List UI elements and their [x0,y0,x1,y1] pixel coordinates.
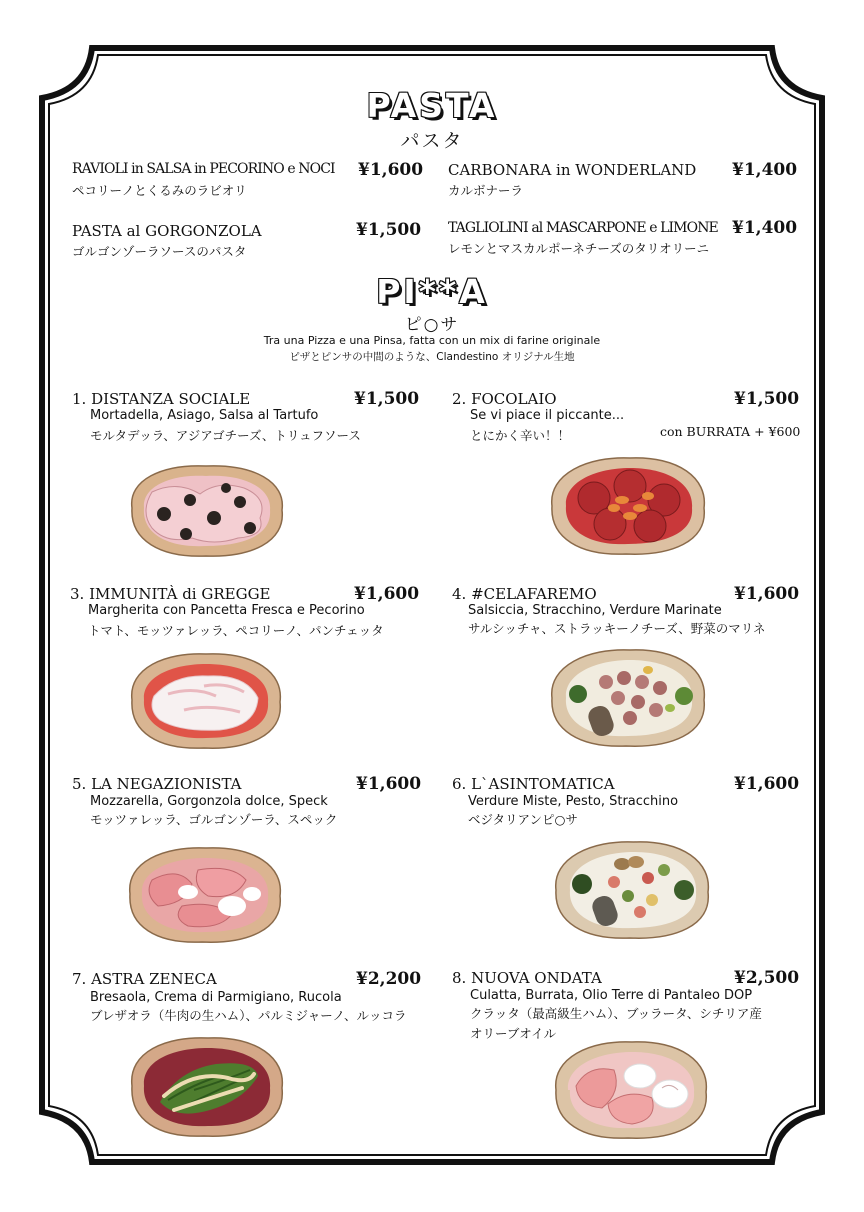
pizza-item-jp: クラッタ（最高級生ハム）、ブッラータ、シチリア産 [470,1006,762,1021]
pizza-item-jp: ベジタリアンピ○サ [468,812,578,827]
pasta-item-name: TAGLIOLINI al MASCARPONE e LIMONE [448,220,718,236]
pizza-item-jp-line2: オリーブオイル [470,1026,557,1041]
pasta-item-price: ¥1,400 [732,218,798,238]
pasta-item-jp: ゴルゴンゾーラソースのパスタ [72,244,247,259]
pizza-item-desc: Se vi piace il piccante... [470,408,625,423]
pasta-item-jp: レモンとマスカルポーネチーズのタリオリーニ [448,241,710,256]
pizza-item-price: ¥1,500 [734,389,800,409]
pizza-item-price: ¥1,600 [356,774,422,794]
pizza-bresaola-rucola-illustration [124,1030,290,1142]
pizza-culatta-burrata-illustration [548,1034,714,1144]
pizza-margherita-pancetta-illustration [124,646,288,754]
pizza-item-name: 7. ASTRA ZENECA [72,970,217,988]
pasta-item-jp: ペコリーノとくるみのラビオリ [72,183,247,198]
pizza-item-jp: ブレザオラ（牛肉の生ハム）、パルミジャーノ、ルッコラ [90,1008,407,1023]
pizza-item-desc: Mortadella, Asiago, Salsa al Tartufo [90,408,319,423]
pasta-item-price: ¥1,500 [356,220,422,240]
pizza-salsiccia-illustration [544,642,712,752]
pasta-subtitle: パスタ [400,130,464,152]
pasta-item-name: RAVIOLI in SALSA in PECORINO e NOCI [72,161,335,177]
pasta-item-name: CARBONARA in WONDERLAND [448,161,697,179]
pizza-item-desc: Margherita con Pancetta Fresca e Pecorino [88,603,365,618]
pasta-item-jp: カルボナーラ [448,183,524,198]
pizza-item-name: 8. NUOVA ONDATA [452,969,602,987]
pizza-item-name: 4. #CELAFAREMO [452,585,597,603]
pizza-item-jp: とにかく辛い！！ [470,428,571,443]
pizza-speck-illustration [122,840,288,948]
pizza-item-desc: Mozzarella, Gorgonzola dolce, Speck [90,794,328,809]
pizza-item-desc: Salsiccia, Stracchino, Verdure Marinate [468,603,722,618]
pasta-item-price: ¥1,600 [358,160,424,180]
pizza-intro-jp: ピザとピンサの中間のような、Clandestino オリジナル生地 [289,351,575,363]
pizza-item-price: ¥2,500 [734,968,800,988]
pizza-item-price: ¥1,600 [734,584,800,604]
pizza-item-name: 3. IMMUNITÀ di GREGGE [70,585,271,603]
pizza-item-price: ¥1,500 [354,389,420,409]
pizza-item-desc: Culatta, Burrata, Olio Terre di Pantaleo DOP [470,988,753,1003]
pizza-item-desc: Verdure Miste, Pesto, Stracchino [468,794,679,809]
pizza-mortadella-illustration [122,458,290,562]
pizza-item-name: 6. L`ASINTOMATICA [452,775,615,793]
pizza-item-jp: トマト、モッツァレッラ、ペコリーノ、パンチェッタ [88,623,384,638]
pizza-item-jp: モッツァレッラ、ゴルゴンゾーラ、スペック [90,812,338,827]
pasta-item-name: PASTA al GORGONZOLA [72,222,262,240]
pizza-item-jp: サルシッチャ、ストラッキーノチーズ、野菜のマリネ [468,621,766,636]
burrata-option: con BURRATA + ¥600 [660,424,801,439]
pizza-item-desc: Bresaola, Crema di Parmigiano, Rucola [90,990,342,1005]
pasta-title: PASTA [366,86,498,125]
pizza-item-price: ¥2,200 [356,969,422,989]
pizza-item-name: 5. LA NEGAZIONISTA [72,775,242,793]
pasta-item-price: ¥1,400 [732,160,798,180]
pizza-intro-it: Tra una Pizza e una Pinsa, fatta con un mix di farine originale [263,334,601,347]
pizza-subtitle: ピ○サ [404,315,460,335]
pizza-item-jp: モルタデッラ、アジアゴチーズ、トリュフソース [90,428,361,443]
pizza-item-price: ¥1,600 [354,584,420,604]
pizza-item-name: 2. FOCOLAIO [452,390,557,408]
pizza-title: PI**A [376,272,488,311]
pizza-vegetarian-illustration [548,834,716,944]
pizza-item-name: 1. DISTANZA SOCIALE [72,390,251,408]
pizza-item-price: ¥1,600 [734,774,800,794]
pizza-spicy-salami-illustration [544,450,712,560]
